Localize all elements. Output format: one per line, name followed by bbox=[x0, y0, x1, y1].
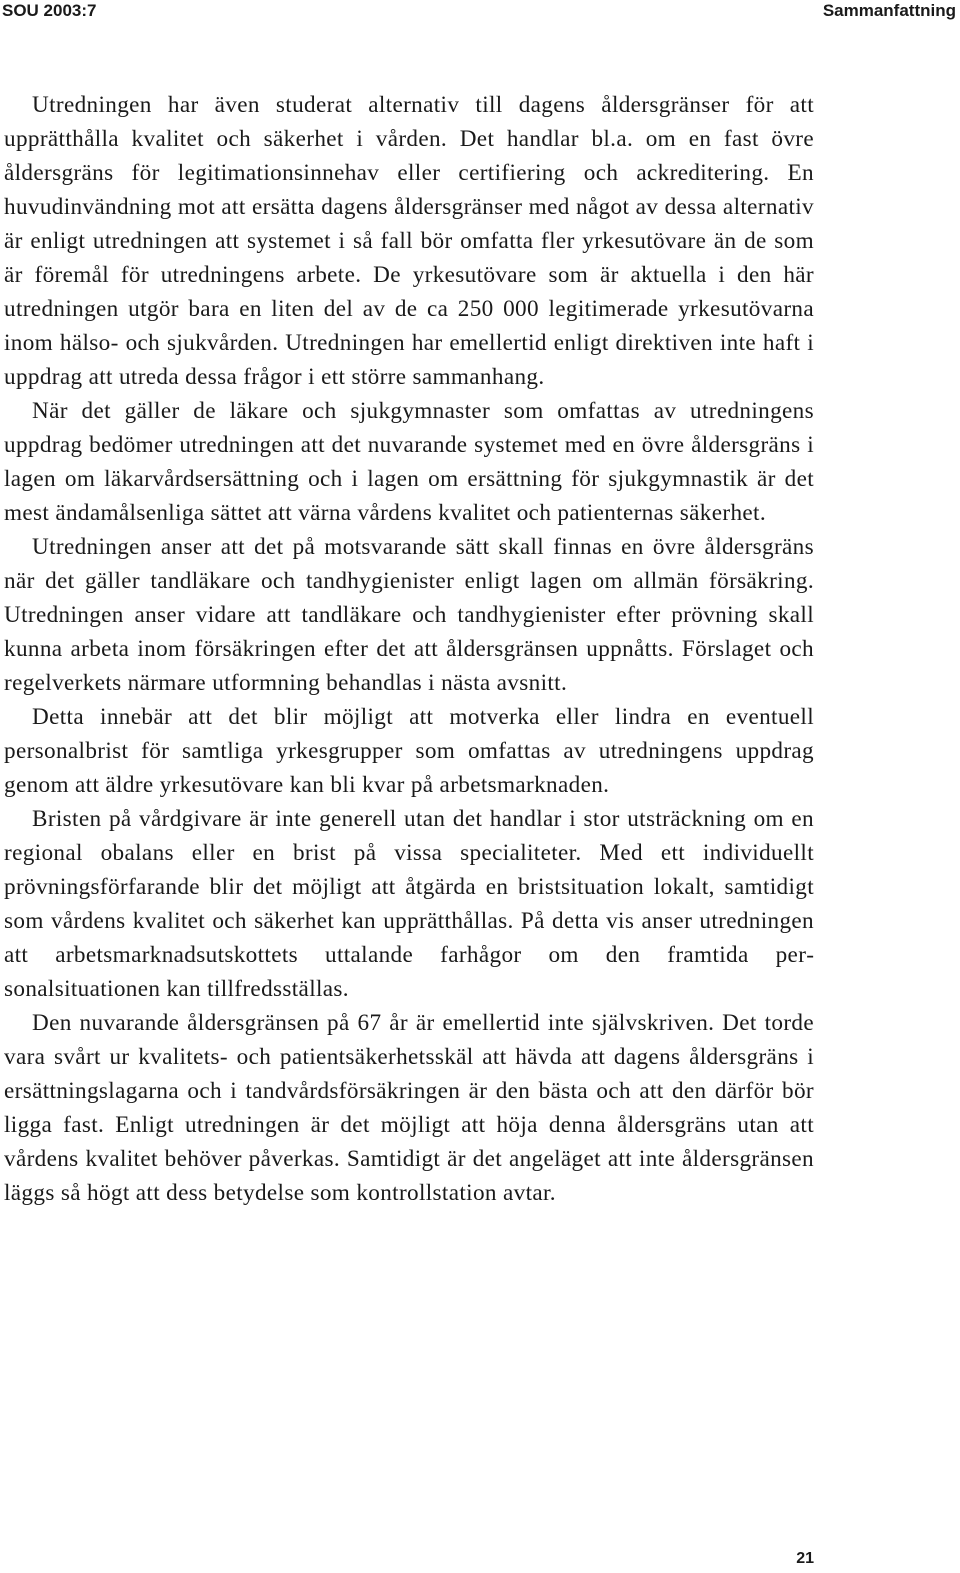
section-title: Sammanfattning bbox=[822, 1, 956, 20]
paragraph-1: Utredningen har även studerat alternativ till dagens åldersgränser för att upprätthålla kvalitet och säkerhet i vården. Det handlar bl.a. om en fast övre åldersgräns för legitimationsinnehav eller certifiering och ackreditering. En huvudinvändning mot att ersätta dagens åldersgränser med något av dessa alternativ är enligt utredningen att systemet i så fall bör omfatta fler yrkesutövare än de som är föremål för utredningens arbete. De yrkesutövare som är aktuella i den här utredningen utgör bara en liten del av de ca 250 000 legitimerade yrkesutövarna inom hälso- och sjukvården. Utredningen har emellertid enligt direktiven inte haft i uppdrag att utreda dessa frågor i ett större sammanhang. bbox=[4, 92, 814, 390]
report-reference: SOU 2003:7 bbox=[2, 1, 97, 20]
body-text bbox=[4, 88, 814, 1210]
running-header bbox=[0, 0, 960, 24]
page-number: 21 bbox=[796, 1550, 814, 1567]
paragraph-6: Den nuvarande åldersgränsen på 67 år är emellertid inte självskriven. Det torde vara svårt ur kvalitets- och patientsäkerhetsskäl att hävda att dagens åldersgräns i ersättningslagarna och i tandvårdsförsäkringen är den bästa och att den därför bör ligga fast. Enligt utredningen är det möjligt att höja denna åldersgräns utan att vårdens kvalitet behöver påverkas. Samtidigt är det angeläget att inte åldersgränsen läggs så högt att dess betydelse som kontrollstation avtar. bbox=[4, 1010, 814, 1206]
paragraph-5: Bristen på vårdgivare är inte generell utan det handlar i stor utsträckning om en regional obalans eller en brist på vissa specialiteter. Med ett individuellt prövningsförfarande blir det möjligt att åtgärda en bristsituation lokalt, samtidigt som vårdens kvalitet och säkerhet kan upprätthållas. På detta vis anser utredningen att arbetsmarknadsutskottets uttalande farhågor om den framtida personalsituationen kan tillfredsställas. bbox=[4, 806, 814, 1002]
paragraph-2: När det gäller de läkare och sjukgymnaster som omfattas av utredningens uppdrag bedömer utredningen att det nuvarande systemet med en övre åldersgräns i lagen om läkarvårdsersättning och i lagen om ersättning för sjukgymnastik är det mest ändamålsenliga sättet att värna vårdens kvalitet och patienternas säkerhet. bbox=[4, 398, 814, 526]
paragraph-4: Detta innebär att det blir möjligt att motverka eller lindra en eventuell personalbrist för samtliga yrkesgrupper som omfattas av utredningens uppdrag genom att äldre yrkesutövare kan bli kvar på arbetsmarknaden. bbox=[4, 704, 814, 798]
paragraph-3: Utredningen anser att det på motsvarande sätt skall finnas en övre åldersgräns när det gäller tandläkare och tandhygienister enligt lagen om allmän försäkring. Utredningen anser vidare att tandläkare och tandhygienister efter prövning skall kunna arbeta inom försäkringen efter det att åldersgränsen uppnåtts. Förslaget och regelverkets närmare utformning behandlas i nästa avsnitt. bbox=[4, 534, 814, 696]
